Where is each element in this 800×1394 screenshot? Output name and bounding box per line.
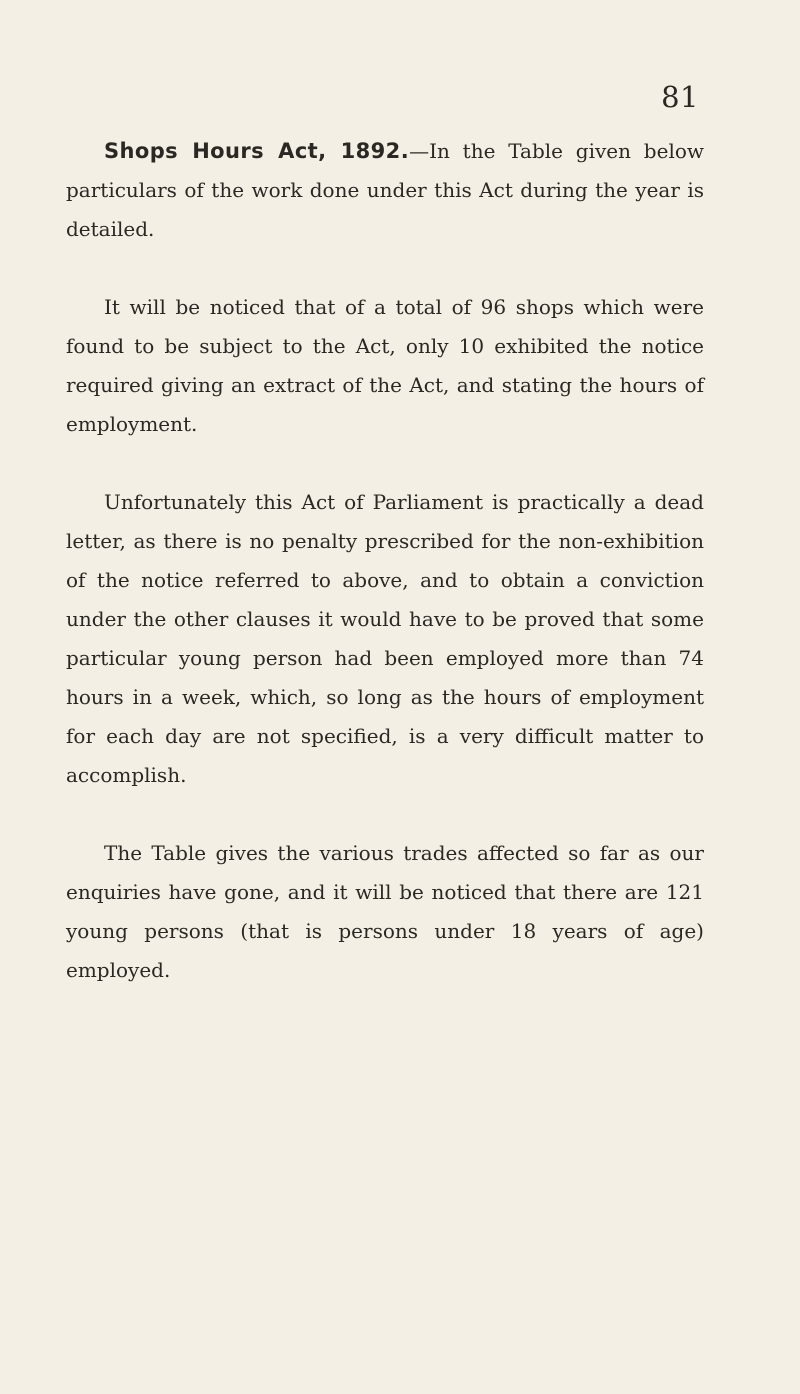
section-intro-text: —In the Table given below particulars of the work done under this Act during the year is detailed. [66, 139, 705, 241]
body-paragraph: The Table gives the various trades affected so far as our enquiries have gone, and it will be noticed that there are 121 young persons (that is persons under 18 years of age) employed. [66, 841, 704, 982]
body-paragraph: It will be noticed that of a total of 96 shops which were found to be subject to the Act, only 10 exhibited the notice required giving an extract of the Act, and stating the hours of employment. [66, 295, 704, 436]
section-paragraph [66, 132, 704, 249]
section-heading: Shops Hours Act, 1892. [104, 139, 410, 163]
body-paragraph: Unfortunately this Act of Parliament is practically a dead letter, as there is no penalty prescribed for the non-exhibition of the notice referred to above, and to obtain a conviction under the other clauses it would have to be proved that some particular young person had been employed more than 74 hours in a week, which, so long as the hours of employment for each day are not specified, is a very difficult matter to accomplish. [66, 490, 704, 787]
page-number: 81 [661, 80, 699, 114]
document-body [66, 132, 704, 990]
